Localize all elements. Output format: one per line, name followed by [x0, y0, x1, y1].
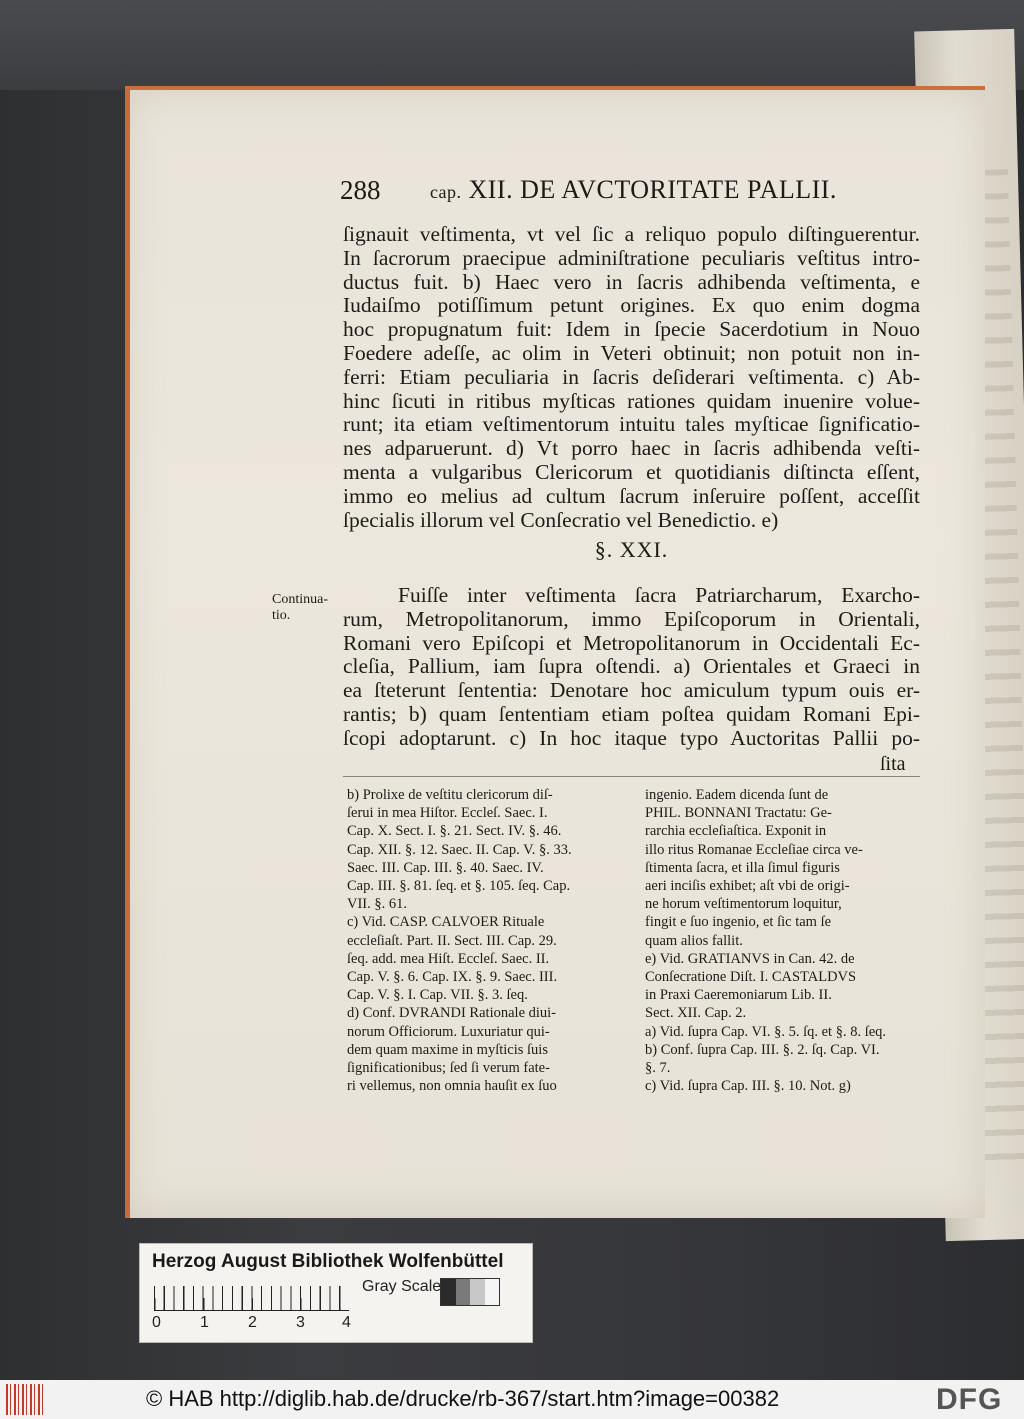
library-color-card: [140, 1244, 532, 1342]
footnote-line: norum Officiorum. Luxuriatur qui-: [347, 1023, 550, 1040]
footnote-line: Cap. V. §. I. Cap. VII. §. 3. ſeq.: [347, 987, 528, 1004]
footnote-line: Cap. X. Sect. I. §. 21. Sect. IV. §. 46.: [347, 823, 562, 840]
body-line: hinc ſicuti in ritibus myſticas rationes quidam inuenire volue-: [343, 388, 920, 413]
footnote-line: rarchia eccleſiaſtica. Exponit in: [645, 823, 827, 840]
footnote-line: ingenio. Eadem dicenda ſunt de: [645, 787, 829, 803]
dfg-logo: DFG: [936, 1383, 1003, 1416]
body-line: ſcopi adoptarunt. c) In hoc itaque typo Auctoritas Pallii po-: [343, 725, 920, 750]
body-line: ſpecialis illorum vel Conſecratio vel Benedictio. e): [343, 507, 779, 532]
body-line: immo eo melius ad cultum ſacrum inſeruire poſſent, acceſſit: [343, 483, 920, 508]
top-background: [0, 0, 1024, 90]
viewer-footer: [0, 1380, 1024, 1419]
running-head: [430, 175, 837, 205]
footnote-line: illo ritus Romanae Eccleſiae circa ve-: [645, 841, 863, 858]
ruler-number: 3: [296, 1314, 305, 1331]
body-line: In ſacrorum praecipue adminiſtratione peculiaris veſtitus intro-: [343, 245, 920, 270]
footnote-line: fingit e ſuo ingenio, et ſic tam ſe: [645, 914, 832, 931]
footnote-line: ri vellemus, non omnia hauſit ex ſuo: [347, 1078, 557, 1095]
library-name: Herzog August Bibliothek Wolfenbüttel: [152, 1251, 504, 1272]
footnote-line: quam alios fallit.: [645, 932, 743, 949]
gray-scale-swatches: [440, 1278, 500, 1306]
footnote-line: Sect. XII. Cap. 2.: [645, 1005, 747, 1022]
scale-ruler: [154, 1286, 349, 1311]
body-line: rantis; b) quam ſententiam etiam poſtea quidam Romani Epi-: [343, 702, 920, 726]
body-line: Foedere adeſſe, ac olim in Veteri obtinuit; non potuit non in-: [343, 341, 920, 365]
copyright-url: © HAB http://diglib.hab.de/drucke/rb-367/start.htm?image=00382: [146, 1386, 780, 1411]
barcode-logo-icon: [6, 1384, 46, 1415]
page-edge-top: [125, 86, 985, 90]
page-edge-left: [125, 88, 130, 1218]
footnote-line: e) Vid. GRATIANVS in Can. 42. de: [645, 950, 855, 967]
body-line: Fuiſſe inter veſtimenta ſacra Patriarcharum, Exarcho-: [398, 583, 920, 607]
gray-swatch: [441, 1279, 456, 1305]
body-line: rum, Metropolitanorum, immo Epiſcoporum in Orientali,: [343, 606, 920, 631]
ruler-number: 0: [152, 1314, 161, 1331]
gray-scale-label: Gray Scale: [362, 1278, 442, 1295]
body-line: cleſia, Pallium, iam ſupra oſtendi. a) Orientales et Graeci in: [343, 654, 920, 679]
ruler-number: 1: [200, 1314, 209, 1331]
gray-swatch: [470, 1279, 485, 1305]
page-number: 288: [340, 175, 381, 205]
footnote-line: a) Vid. ſupra Cap. VI. §. 5. ſq. et §. 8. ſeq.: [645, 1023, 887, 1040]
margin-note-line: tio.: [272, 608, 291, 623]
running-head-cap: cap.: [430, 182, 462, 202]
body-line: ductus fuit. b) Haec vero in ſacris adhibenda veſtimenta, e: [343, 269, 920, 294]
footnote-line: in Praxi Caeremoniarum Lib. II.: [645, 987, 832, 1004]
body-line: nes adparuerunt. d) Vt porro haec in ſacris adhibenda veſti-: [343, 436, 920, 461]
footnote-line: Saec. III. Cap. III. §. 40. Saec. IV.: [347, 859, 544, 876]
gray-swatch: [456, 1279, 471, 1305]
footnote-line: dem quam maxime in myſticis ſuis: [347, 1041, 548, 1058]
footnote-line: Conſecratione Diſt. I. CASTALDVS: [645, 969, 857, 985]
footnote-line: c) Vid. ſupra Cap. III. §. 10. Not. g): [645, 1078, 851, 1095]
footnote-line: Cap. V. §. 6. Cap. IX. §. 9. Saec. III.: [347, 969, 558, 985]
footnote-line: Cap. III. §. 81. ſeq. et §. 105. ſeq. Cap.: [347, 878, 571, 894]
page-header: [340, 175, 940, 215]
catchword: ſita: [880, 753, 906, 775]
footnote-line: PHIL. BONNANI Tractatu: Ge-: [645, 805, 832, 822]
footnote-line: ne horum veſtimentorum loquitur,: [645, 896, 842, 913]
footnote-line: ſignificationibus; ſed ſi verum fate-: [347, 1060, 550, 1076]
ruler-number: 2: [248, 1314, 257, 1331]
footnote-line: ſeq. add. mea Hiſt. Eccleſ. Saec. II.: [347, 950, 550, 967]
footnote-line: eccleſiaſt. Part. II. Sect. III. Cap. 29.: [347, 932, 557, 949]
body-line: Romani vero Epiſcopi et Metropolitanorum in Occidentali Ec-: [343, 630, 920, 655]
footnote-line: VII. §. 61.: [347, 896, 408, 913]
footnote-rule: [343, 776, 920, 777]
footnote-line: ſtimenta ſacra, et illa ſimul figuris: [645, 859, 840, 876]
footnote-line: ſerui in mea Hiſtor. Eccleſ. Saec. I.: [347, 805, 548, 822]
footnote-line: b) Conf. ſupra Cap. III. §. 2. ſq. Cap. VI.: [645, 1041, 880, 1058]
footnote-line: aeri inciſis exhibet; aſt vbi de origi-: [645, 878, 850, 894]
body-line: menta a vulgaribus Clericorum et quotidianis diſtincta eſſent,: [343, 460, 920, 484]
body-line: hoc propugnatum fuit: Idem in ſpecie Sacerdotium in Nouo: [343, 317, 920, 342]
ruler-number: 4: [342, 1314, 351, 1331]
body-line: ferri: Etiam peculiaria in ſacris deſiderari veſtimenta. c) Ab-: [343, 364, 920, 389]
body-line: runt; ita etiam veſtimentorum intuitu tales myſticae ſignificatio-: [343, 412, 920, 437]
running-head-title: XII. DE AVCTORITATE PALLII.: [468, 175, 837, 204]
footnote-line: d) Conf. DVRANDI Rationale diui-: [347, 1005, 557, 1022]
footnote-line: §. 7.: [645, 1060, 671, 1076]
margin-note-line: Continua-: [272, 592, 328, 607]
body-line: ea ſteterunt ſententia: Denotare hoc amiculum typum ouis er-: [343, 678, 920, 703]
footnote-line: Cap. XII. §. 12. Saec. II. Cap. V. §. 33.: [347, 841, 572, 858]
section-heading: §. XXI.: [594, 537, 669, 562]
body-line: Iudaiſmo potiſſimum petunt origines. Ex quo enim dogma: [343, 293, 920, 318]
footnote-line: b) Prolixe de veſtitu clericorum diſ-: [347, 787, 553, 803]
gray-swatch: [485, 1279, 500, 1305]
footnote-line: c) Vid. CASP. CALVOER Rituale: [347, 914, 545, 931]
body-line: ſignauit veſtimenta, vt vel ſic a reliquo populo diſtinguerentur.: [343, 222, 920, 246]
